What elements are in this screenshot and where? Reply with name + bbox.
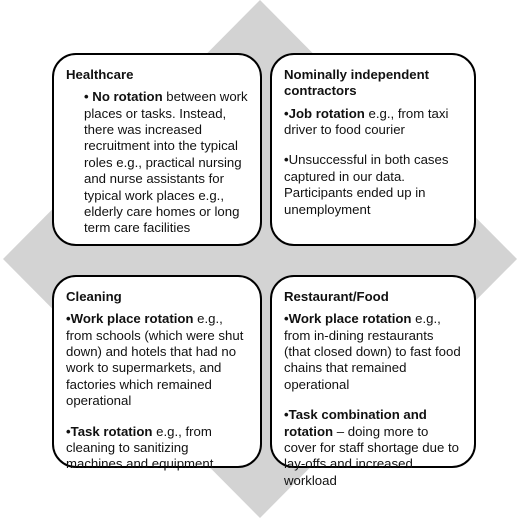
contractors-title: Nominally independent contractors [284,67,430,99]
cleaning-item [66,424,248,473]
bullet: • [284,311,289,327]
item-strong: Job rotation [288,105,365,121]
item-strong: Work place rotation [70,311,194,327]
item-text: e.g., from cleaning to sanitizing machines and equipment [66,423,214,472]
item-text: between work places or tasks. Instead, there was increased recruitment into the typical roles e.g., practical nursing and nurse assistants for typical work places e.g., elderly care homes or long term care facilities [84,89,248,236]
item-text: e.g., from taxi driver to food courier [284,105,449,138]
item-text: e.g., from schools (which were shut down) and hotels that had no work to supermarkets, and factories which remained operational [66,311,244,409]
contractors-item [284,152,462,217]
contractors-box [270,53,476,246]
contractors-item [284,106,462,139]
cleaning-title: Cleaning [66,289,122,304]
bullet: • [284,105,289,121]
item-strong: Work place rotation [288,311,412,327]
cleaning-box [52,275,262,472]
bullet: • [284,152,289,168]
healthcare-box [52,53,262,246]
item-strong: No rotation [92,89,163,105]
item-strong: Task rotation [70,423,153,439]
restaurant-item [284,311,462,393]
item-text: e.g., from in-dining restaurants (that closed down) to fast food chains that remained operational [284,311,461,392]
bullet: • [66,311,71,327]
restaurant-title: Restaurant/Food [284,289,389,304]
item-text: – doing more to cover for staff shortage due to lay-offs and increased workload [284,423,459,488]
item-strong: Task combination and rotation [284,407,427,439]
cleaning-item [66,311,248,409]
restaurant-item [284,407,462,489]
bullet: • [284,407,289,423]
bullet: • [84,89,89,105]
healthcare-item [66,89,248,236]
healthcare-title: Healthcare [66,67,134,82]
bullet: • [66,423,71,439]
item-text: Unsuccessful in both cases captured in our data. Participants ended up in unemployment [284,152,449,217]
restaurant-box [270,275,476,488]
